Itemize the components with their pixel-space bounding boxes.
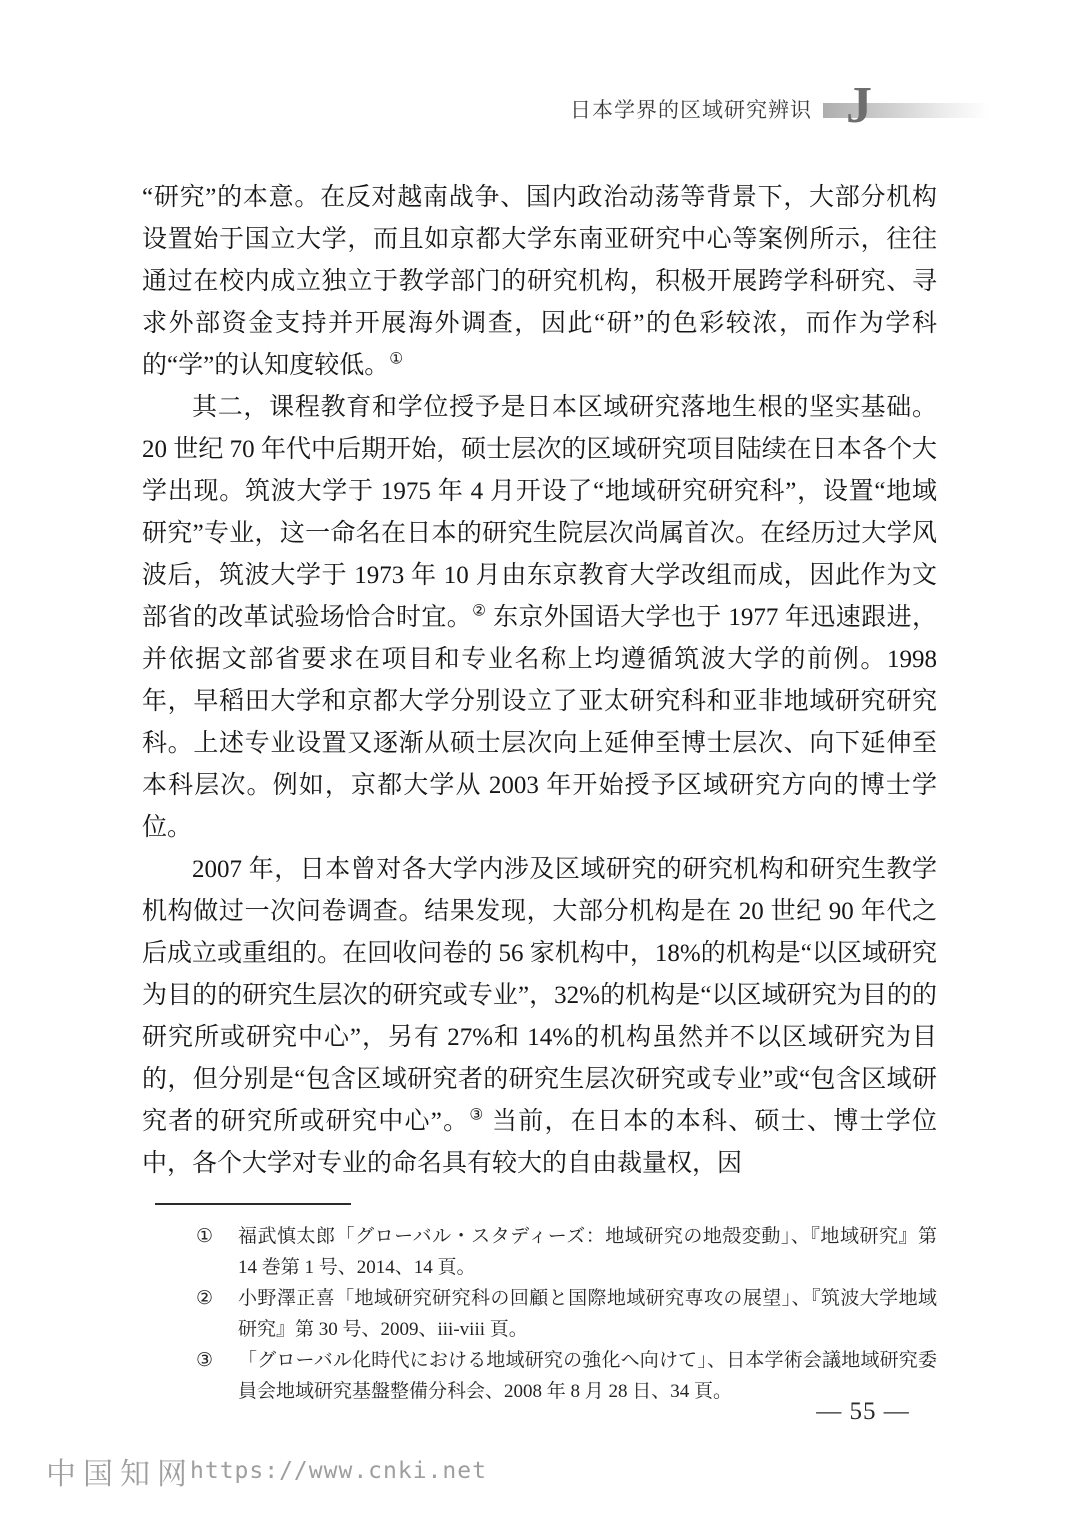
cnki-watermark-brand: 中国知网 — [46, 1458, 194, 1491]
footnote-item — [196, 1221, 937, 1283]
footnote-marker: ① — [196, 1226, 214, 1247]
body-paragraph: 2007 年，日本曾对各大学内涉及区域研究的研究机构和研究生教学机构做过一次问卷调查。结果发现，大部分机构是在 20 世纪 90 年代之后成立或重组的。在回收问卷的 56 家机构中，18%的机构是“以区域研究为目的的研究生层次的研究或专业”，32%的机构是“以区域研究为目的的研究所或研究中心”，另有 27%和 14%的机构虽然并不以区域研究为目的，但分别是“包含区域研究者的研究生层次研究或专业”或“包含区域研究者的研究所或研究中心”。③ 当前，在日本的本科、硕士、博士学位中，各个大学对专业的命名具有较大的自由裁量权，因 — [142, 856, 937, 1177]
footnotes-block — [196, 1221, 937, 1407]
footnote-marker: ② — [196, 1288, 214, 1309]
footnote-separator — [155, 1203, 351, 1205]
footnote-text: 福武慎太郎「グローバル・スタディーズ：地域研究の地殻変動」、『地域研究』第 14 巻第 1 号、2014、14 頁。 — [238, 1226, 937, 1278]
cnki-watermark-url: https://www.cnki.net — [190, 1458, 487, 1484]
journal-logo-letter-icon: J — [846, 77, 872, 134]
page-number: — 55 — — [816, 1398, 910, 1425]
footnote-text: 「グローバル化時代における地域研究の強化へ向けて」、日本学術会議地域研究委員会地域研究基盤整備分科会、2008 年 8 月 28 日、34 頁。 — [238, 1350, 937, 1402]
footnote-marker: ③ — [196, 1350, 214, 1371]
running-title: 日本学界的区域研究辨识 — [570, 98, 812, 122]
footnote-text: 小野澤正喜「地域研究研究科の回顧と国際地域研究専攻の展望」、『筑波大学地域研究』第 30 号、2009、iii-viii 頁。 — [238, 1288, 937, 1340]
body-paragraph: “研究”的本意。在反对越南战争、国内政治动荡等背景下，大部分机构设置始于国立大学，而且如京都大学东南亚研究中心等案例所示，往往通过在校内成立独立于教学部门的研究机构，积极开展跨学科研究、寻求外部资金支持并开展海外调查，因此“研”的色彩较浓，而作为学科的“学”的认知度较低。① — [142, 184, 937, 379]
footnote-item — [196, 1283, 937, 1345]
body-paragraph: 其二，课程教育和学位授予是日本区域研究落地生根的坚实基础。20 世纪 70 年代中后期开始，硕士层次的区域研究项目陆续在日本各个大学出现。筑波大学于 1975 年 4 月开设了“地域研究研究科”，设置“地域研究”专业，这一命名在日本的研究生院层次尚属首次。在经历过大学风波后，筑波大学于 1973 年 10 月由东京教育大学改组而成，因此作为文部省的改革试验场恰合时宜。② 东京外国语大学也于 1977 年迅速跟进，并依据文部省要求在项目和专业名称上均遵循筑波大学的前例。1998 年，早稻田大学和京都大学分别设立了亚太研究科和亚非地域研究研究科。上述专业设置又逐渐从硕士层次向上延伸至博士层次、向下延伸至本科层次。例如，京都大学从 2003 年开始授予区域研究方向的博士学位。 — [142, 394, 937, 841]
article-body — [142, 177, 937, 1185]
